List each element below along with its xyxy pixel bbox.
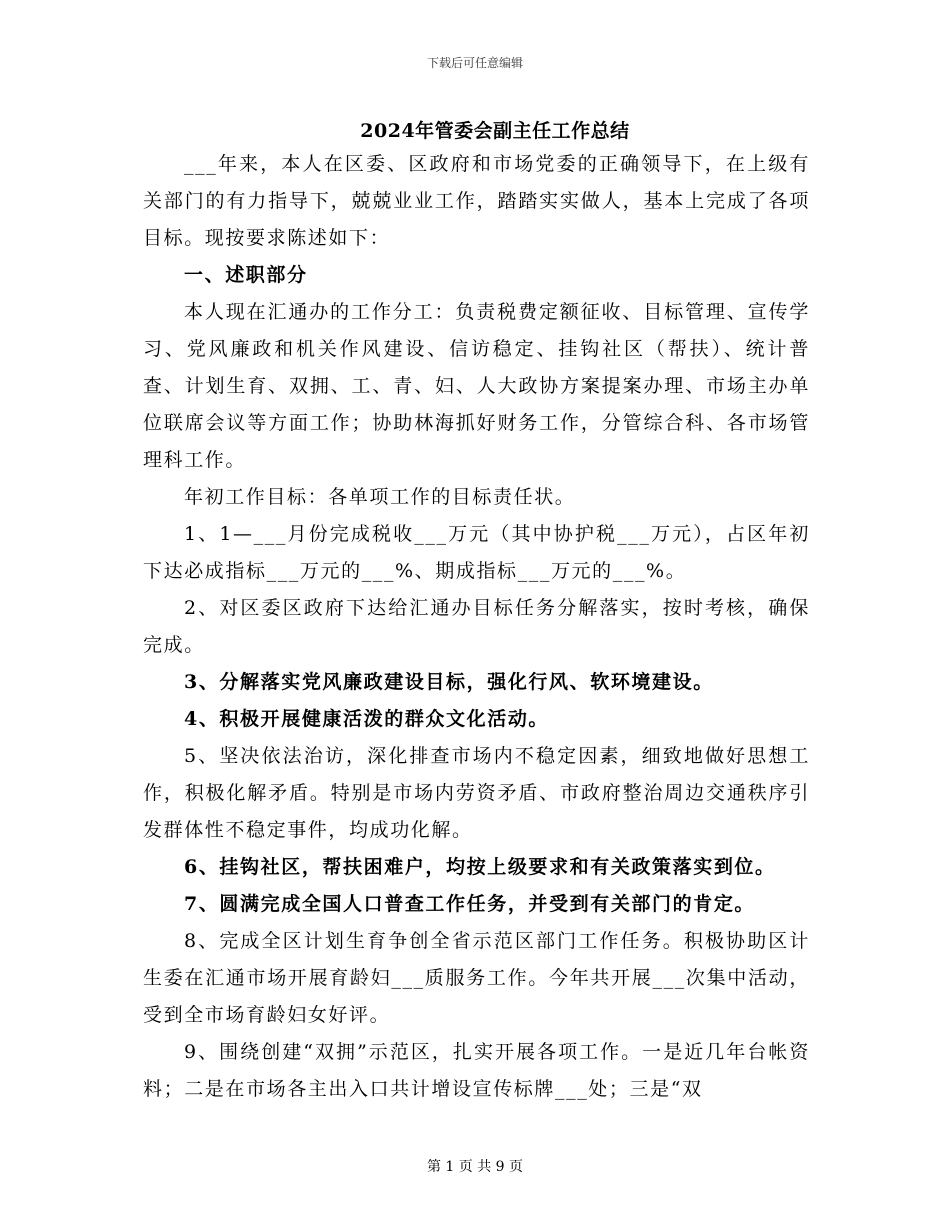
section-heading: 一、述职部分 <box>184 264 308 286</box>
list-item-2: 2、对区委区政府下达给汇通办目标任务分解落实，按时考核，确保完成。 <box>143 597 810 656</box>
paragraph-duties: 本人现在汇通办的工作分工：负责税费定额征收、目标管理、宣传学习、党风廉政和机关作风建设、信访稳定、挂钩社区（帮扶）、统计普查、计划生育、双拥、工、青、妇、人大政协方案提案办理、市场主办单位联席会议等方面工作；协助林海抓好财务工作，分管综合科、各市场管理科工作。 <box>143 301 810 471</box>
list-item-8: 8、完成全区计划生育争创全省示范区部门工作任务。积极协助区计生委在汇通市场开展育龄妇___质服务工作。今年共开展___次集中活动，受到全市场育龄妇女好评。 <box>143 930 810 1026</box>
paragraph-goals: 年初工作目标：各单项工作的目标责任状。 <box>184 486 576 508</box>
list-item-6: 6、挂钩社区，帮扶困难户，均按上级要求和有关政策落实到位。 <box>184 856 776 878</box>
document-title: 2024年管委会副主任工作总结 <box>360 120 630 142</box>
list-item-5: 5、坚决依法治访，深化排查市场内不稳定因素，细致地做好思想工作，积极化解矛盾。特别是市场内劳资矛盾、市政府整治周边交通秩序引发群体性不稳定事件，均成功化解。 <box>143 745 810 841</box>
list-item-7: 7、圆满完成全国人口普查工作任务，并受到有关部门的肯定。 <box>184 893 756 915</box>
paragraph-intro: ___年来，本人在区委、区政府和市场党委的正确领导下，在上级有关部门的有力指导下，兢兢业业工作，踏踏实实做人，基本上完成了各项目标。现按要求陈述如下： <box>143 153 810 249</box>
document-body <box>143 146 810 1108</box>
list-item-9: 9、围绕创建“双拥”示范区，扎实开展各项工作。一是近几年台帐资料；二是在市场各主出入口共计增设宣传标牌___处；三是“双 <box>143 1041 810 1100</box>
list-item-4: 4、积极开展健康活泼的群众文化活动。 <box>184 708 550 730</box>
list-item-3: 3、分解落实党风廉政建设目标，强化行风、软环境建设。 <box>184 671 714 693</box>
page-number: 第 1 页 共 9 页 <box>426 1159 524 1175</box>
list-item-1: 1、1—___月份完成税收___万元（其中协护税___万元），占区年初下达必成指标___万元的___%、期成指标___万元的___%。 <box>143 523 810 582</box>
header-note: 下载后可任意编辑 <box>426 56 523 70</box>
